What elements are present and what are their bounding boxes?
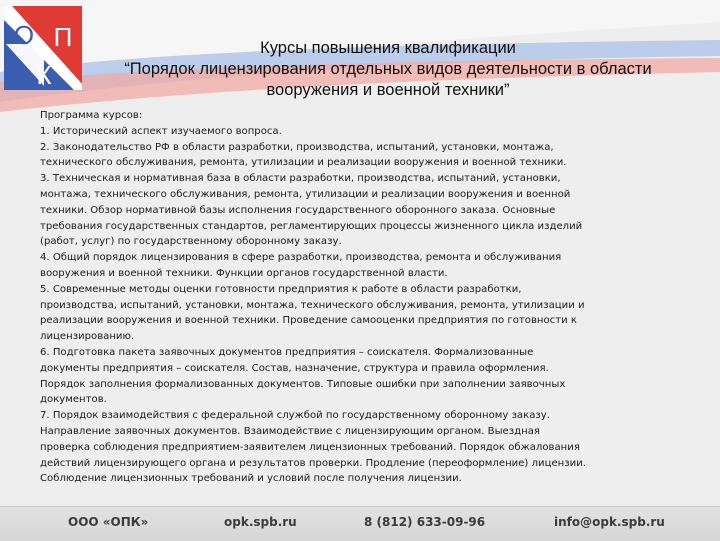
program-line: техники. Обзор нормативной базы исполнения государственного оборонного заказа. Основные <box>40 204 556 216</box>
program-line: документы предприятия – соискателя. Состав, назначение, структура и правила оформления. <box>40 362 549 374</box>
logo-letter-k: К <box>36 60 52 90</box>
program-line: документов. <box>40 394 107 406</box>
title-line-2: “Порядок лицензирования отдельных видов деятельности в области <box>124 60 652 78</box>
program-list <box>40 124 704 487</box>
program-line: (работ, услуг) по государственному оборонному заказу. <box>40 236 342 248</box>
program-heading: Программа курсов: <box>40 110 143 121</box>
program-line: монтажа, технического обслуживания, ремонта, утилизации и реализации вооружения и военной <box>40 188 571 200</box>
program-line: Направление заявочных документов. Взаимодействие с лицензирующим органом. Выездная <box>40 425 540 437</box>
logo-letter-o: О <box>13 20 35 50</box>
program-line: производства, испытаний, установки, монтажа, технического обслуживания, ремонта, утилизации и <box>40 299 585 311</box>
program-line: 4. Общий порядок лицензирования в сфере разработки, производства, ремонта и обслуживания <box>40 252 562 264</box>
program-line: 7. Порядок взаимодействия с федеральной службой по государственному оборонному заказу. <box>40 410 550 422</box>
program-line: реализации вооружения и военной техники. Проведение самооценки предприятия по готовности к <box>40 315 577 327</box>
footer-company: ООО «ОПК» <box>68 515 149 529</box>
program-line: Соблюдение лицензионных требований и условий после получения лицензии. <box>40 473 462 485</box>
program-line: 3. Техническая и нормативная база в области разработки, производства, испытаний, установки, <box>40 173 561 185</box>
program-line: требования государственных стандартов, регламентирующих процессы жизненного цикла изделий <box>40 220 583 232</box>
title-line-1: Курсы повышения квалификации <box>260 39 516 57</box>
footer-email-link[interactable]: info@opk.spb.ru <box>554 515 665 529</box>
program-line: технического обслуживания, ремонта, утилизации и реализации вооружения и военной техники. <box>40 157 567 169</box>
program-line: действий лицензирующего органа и результатов проверки. Продление (переоформление) лицензии. <box>40 457 586 469</box>
program-line: 1. Исторический аспект изучаемого вопроса. <box>40 125 282 137</box>
program-line: проверка соблюдения предприятием-заявителем лицензионных требований. Порядок обжалования <box>40 441 580 453</box>
footer-phone: 8 (812) 633-09-96 <box>364 515 486 529</box>
program-line: 6. Подготовка пакета заявочных документов предприятия – соискателя. Формализованные <box>40 346 534 358</box>
program-line: вооружения и военной техники. Функции органов государственной власти. <box>40 267 448 279</box>
page-title <box>78 38 698 101</box>
program-line: 5. Современные методы оценки готовности предприятия к работе в области разработки, <box>40 283 522 295</box>
title-line-3: вооружения и военной техники” <box>266 81 510 99</box>
footer-website-link[interactable]: opk.spb.ru <box>224 515 297 529</box>
logo-letter-p: П <box>53 22 73 52</box>
program-line: лицензированию. <box>40 331 135 343</box>
opk-logo <box>4 6 82 90</box>
program-content <box>40 108 704 487</box>
program-line: Порядок заполнения формализованных документов. Типовые ошибки при заполнении заявочных <box>40 378 566 390</box>
program-line: 2. Законодательство РФ в области разработки, производства, испытаний, установки, монтажа, <box>40 141 554 153</box>
